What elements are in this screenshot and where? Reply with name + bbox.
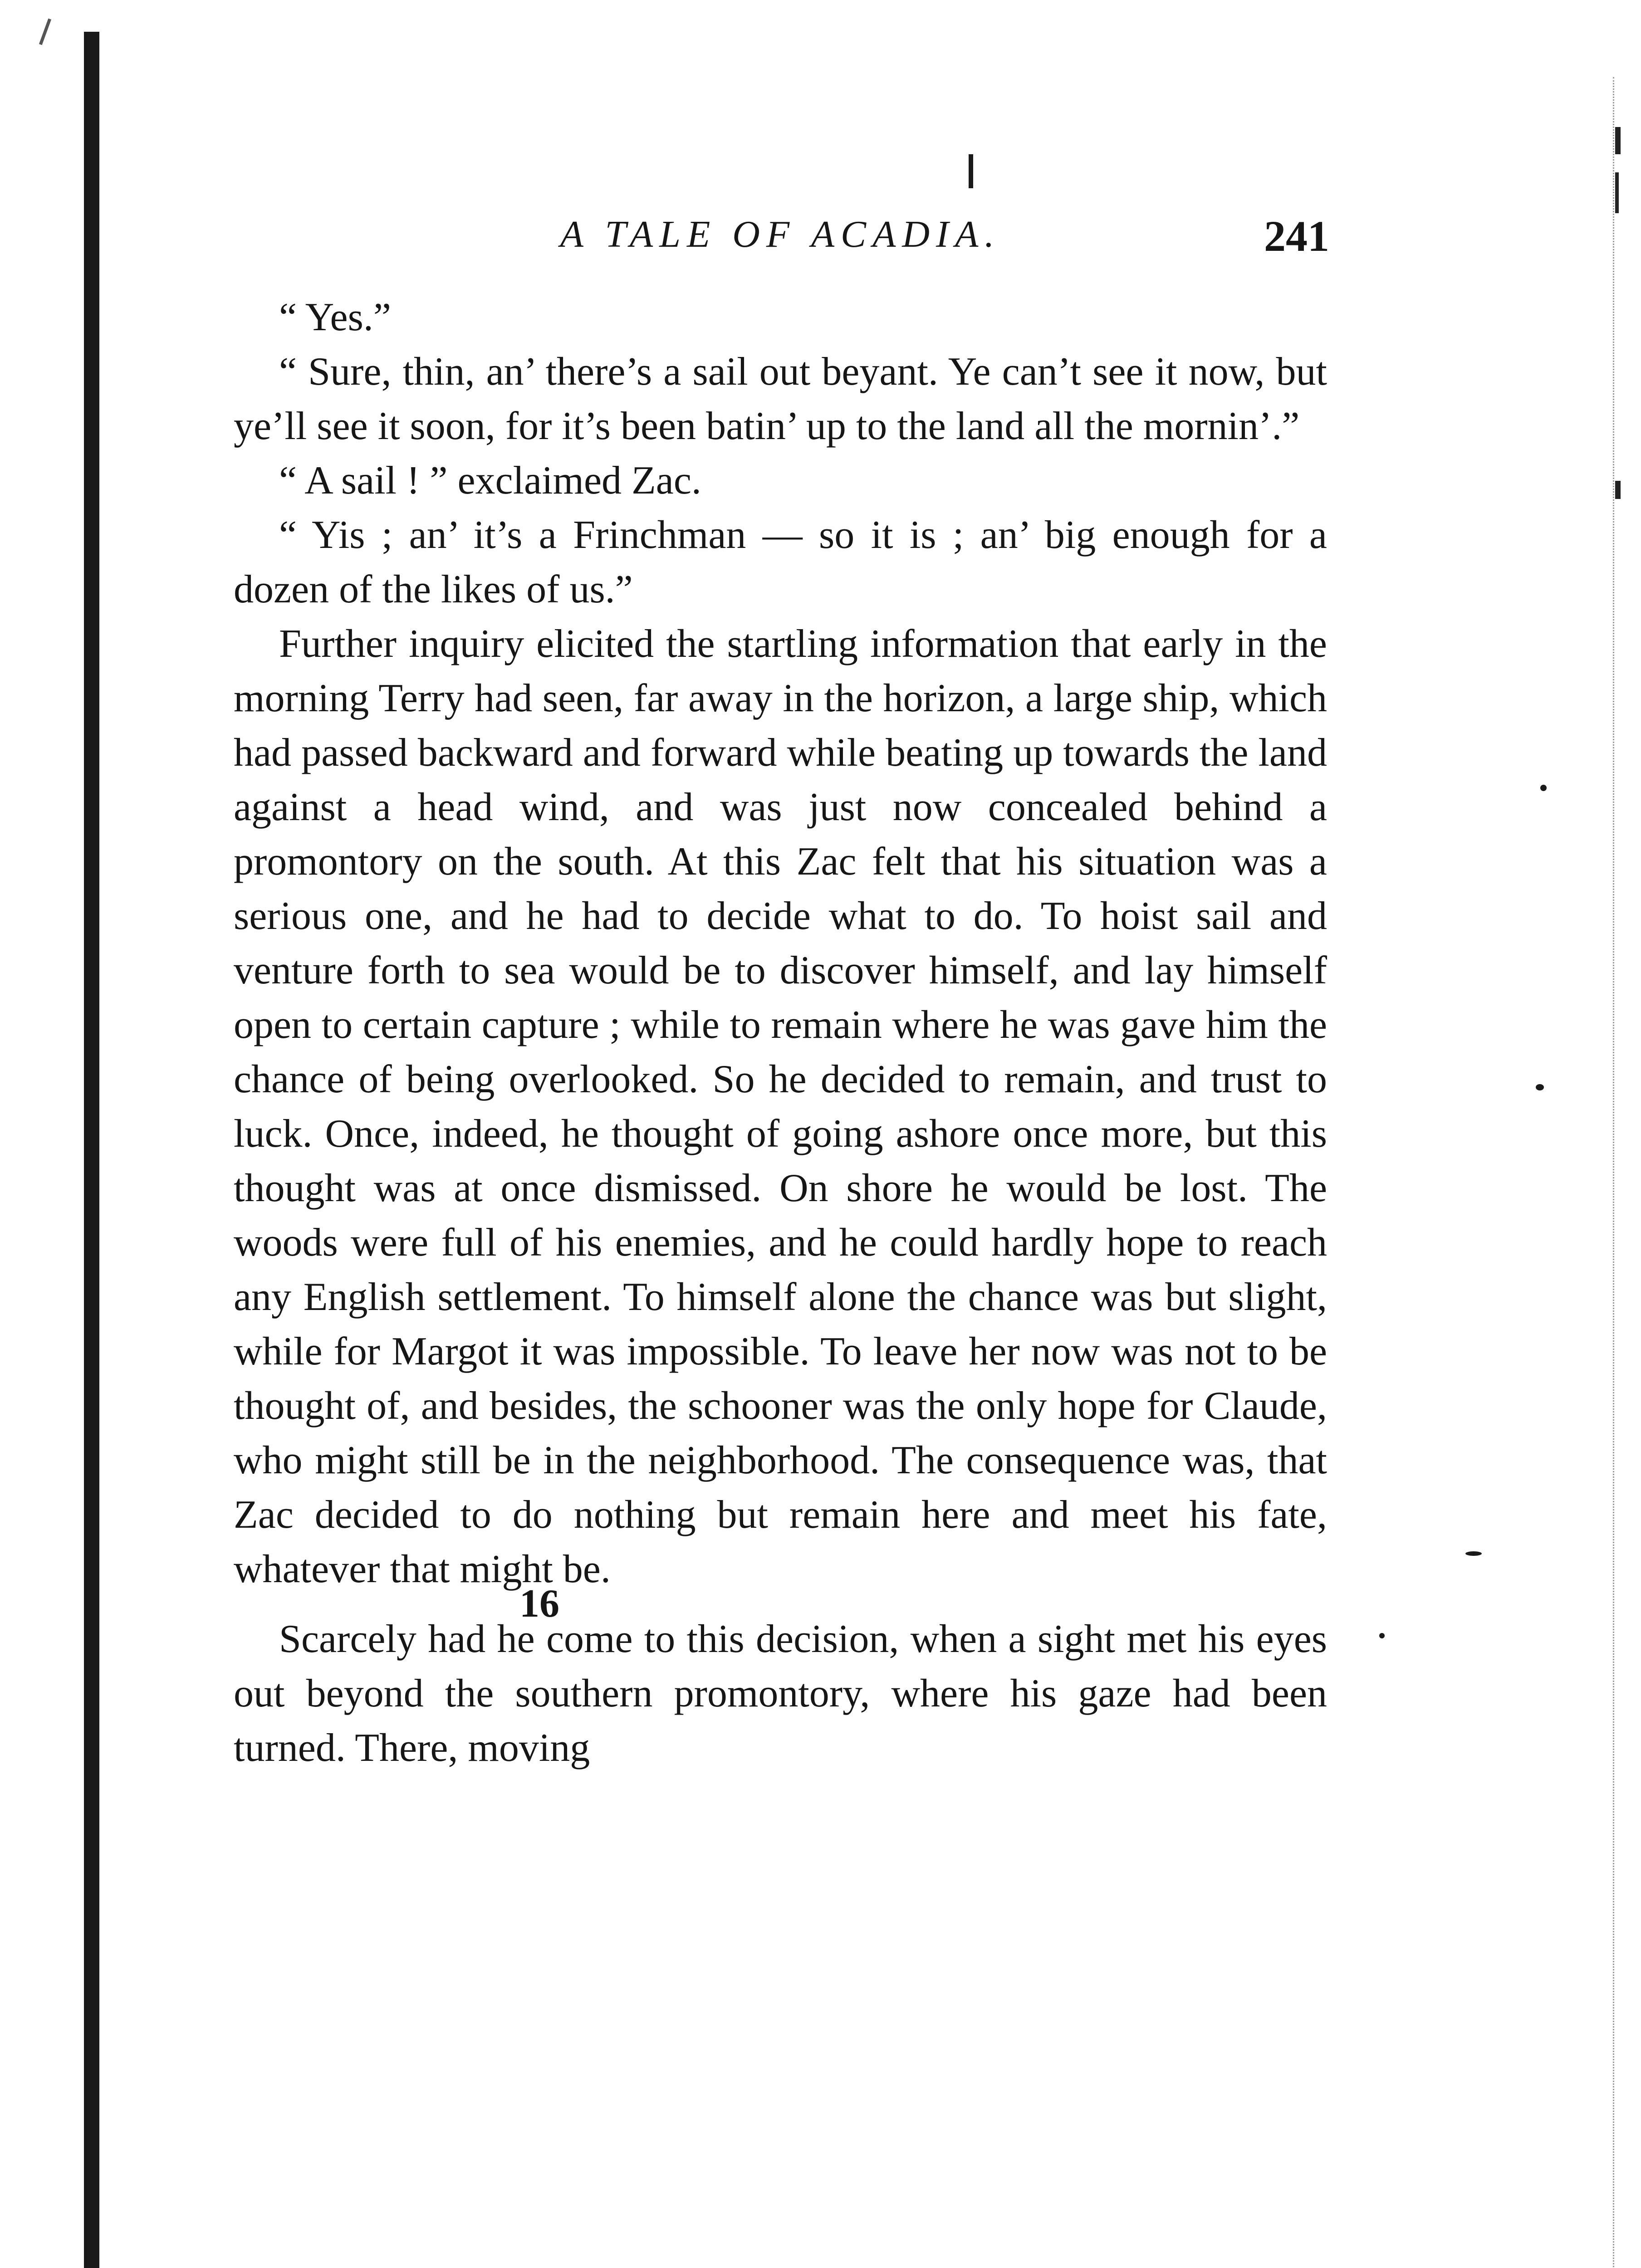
page-number: 241: [1264, 212, 1329, 260]
page-edge: [1613, 77, 1616, 2268]
ink-speck: [1465, 1551, 1482, 1556]
binding-shadow: [84, 32, 99, 2268]
signature-mark: 16: [519, 1582, 559, 1626]
paragraph: “ Yes.”: [279, 295, 391, 339]
paragraph: “ Yis ; an’ it’s a Frinchman — so it is ; an’ big enough for a dozen of the likes of us.”: [234, 513, 1327, 611]
paragraph: Scarcely had he come to this decision, when a sight met his eyes out beyond the southern promontory, where his gaze had been turned. There, moving: [234, 1617, 1327, 1770]
edge-tick: [1615, 481, 1621, 499]
ink-speck: [1540, 785, 1547, 791]
ink-speck: [1536, 1084, 1544, 1090]
edge-tick: [1615, 172, 1619, 213]
body-text: [234, 290, 1327, 1775]
edge-tick: [1615, 127, 1621, 154]
ink-speck: [1379, 1633, 1385, 1638]
paragraph: Further inquiry elicited the startling information that early in the morning Terry had seen, far away in the horizon, a large ship, which had passed backward and forward while beating up towards the land against a head wind, and was just now concealed behind a promontory on the south. At this Zac felt that his situation was a serious one, and he had to decide what to do. To hoist sail and venture forth to sea would be to discover himself, and lay himself open to certain capture ; while to remain where he was gave him the chance of being overlooked. So he decided to remain, and trust to luck. Once, indeed, he thought of going ashore once more, but this thought was at once dismissed. On shore he would be lost. The woods were full of his enemies, and he could hardly hope to reach any English settlement. To himself alone the chance was but slight, while for Margot it was impossible. To leave her now was not to be thought of, and besides, the schooner was the only hope for Claude, who might still be in the neighborhood. The consequence was, that Zac decided to do nothing but remain here and meet his fate, whatever that might be.: [234, 622, 1327, 1591]
paragraph: “ Sure, thin, an’ there’s a sail out beyant. Ye can’t see it now, but ye’ll see it soon, for it’s been batin’ up to the land all the mornin’.”: [234, 350, 1327, 448]
paragraph: “ A sail ! ” exclaimed Zac.: [279, 459, 701, 503]
ink-mark: [969, 154, 973, 188]
running-title: A TALE OF ACADIA.: [560, 213, 1001, 255]
margin-mark: [39, 19, 51, 45]
